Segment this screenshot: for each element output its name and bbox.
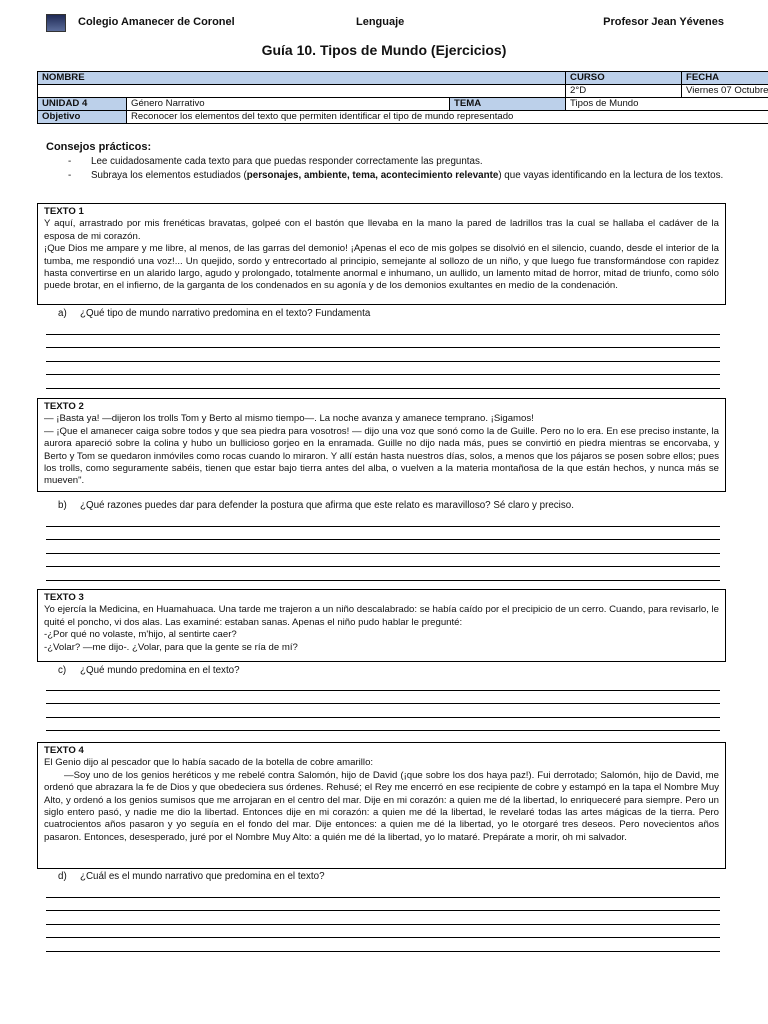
text-box-3 [37,589,726,662]
text-paragraph: El Genio dijo al pescador que lo había sacado de la botella de cobre amarillo: [44,757,374,769]
school-name: Colegio Amanecer de Coronel [78,16,235,28]
text-box-2 [37,398,726,492]
text-paragraph: ¡Que Dios me ampare y me libre, al menos, de las garras del demonio! ¡Apenas el eco de mis golpes se disolvió en el silencio, cuando, desde el interior de la tumba, me respondió una voz!... Un quejido, sordo y entrecortado al principio, semejante al sollozo de un niño, y que luego fue transformándose con rapidez hasta convertirse en un alarido largo, agudo y prolongado, totalmente anormal e inhumano, un aullido, un lamento mitad de horror, mitad de triunfo, como sólo puede brotar, en el infierno, de la garganta de los condenados en su agonía y de los demonios exultantes en medio de la condenación. [44,243,719,292]
question-c: c) ¿Qué mundo predomina en el texto? [58,665,240,676]
unidad-value: Género Narrativo [127,98,450,111]
consejo-text-bold: personajes, ambiente, tema, acontecimiento relevante [246,170,499,181]
answer-lines-b[interactable] [46,513,720,581]
answer-lines-d[interactable] [46,884,720,952]
info-table-main [37,71,768,124]
question-a: a) ¿Qué tipo de mundo narrativo predomina en el texto? Fundamenta [58,308,371,319]
consejo-text-pre: Subraya los elementos estudiados ( [91,170,247,181]
tema-label: TEMA [450,98,566,111]
consejo-item: - Lee cuidadosamente cada texto para que puedas responder correctamente las preguntas. [68,156,483,167]
page-header [0,14,768,34]
consejo-item: - Subraya los elementos estudiados (personajes, ambiente, tema, acontecimiento relevante) que vayas identificando en la lectura de los textos. [68,170,724,181]
answer-lines-a[interactable] [46,321,720,389]
text-paragraph: Yo ejercía la Medicina, en Huamahuaca. Una tarde me trajeron a un niño descalabrado: se había caído por el precipicio de un cerro. Cuando, para revisarlo, le quité el poncho, vi dos alas. Las examiné: estaban sanas. Apenas el niño pudo hablar le pregunté: [44,604,719,628]
text-paragraph: — ¡Basta ya! —dijeron los trolls Tom y Berto al mismo tiempo—. La noche avanza y amanece temprano. ¡Sigamos! [44,413,534,425]
consejos-title: Consejos prácticos: [46,141,152,153]
text-box-1 [37,203,726,305]
text-box-4 [37,742,726,869]
teacher-name: Profesor Jean Yévenes [603,16,724,28]
question-d: d) ¿Cuál es el mundo narrativo que predomina en el texto? [58,871,325,882]
text-paragraph: Y aquí, arrastrado por mis frenéticas bravatas, golpeé con el bastón que llevaba en la mano la pared de ladrillos tras la cual se hallaba el cadáver de la esposa de mi corazón. [44,218,719,242]
question-text: ¿Qué mundo predomina en el texto? [80,665,240,676]
nombre-label-cell: NOMBRE [38,72,566,85]
curso-label-cell: CURSO [566,72,682,85]
fecha-label-cell: FECHA [682,72,768,85]
text-paragraph: -¿Volar? —me dijo-. ¿Volar, para que la gente se ría de mí? [44,641,298,653]
text-title: TEXTO 4 [44,745,84,756]
school-logo [46,14,66,32]
consejo-text: Lee cuidadosamente cada texto para que puedas responder correctamente las preguntas. [91,156,483,167]
consejo-text-post: ) que vayas identificando en la lectura de los textos. [498,170,724,181]
text-paragraph: — ¡Que el amanecer caiga sobre todos y que sea piedra para vosotros! — dijo una voz que sonó como la de Guille. Pero no lo era. En ese preciso instante, la aurora apareció sobre la colina y hubo un bullicioso gorjeo en la enramada. Guille no dijo nada más, pues se convirtió en piedra mientras se encorvaba, y Berto y Tom se quedaron inmóviles como rocas cuando lo miraron. Y allí están hasta nuestros días, solos, a menos que los pájaros se posen sobre ellos; pues los trolls, como seguramente sabéis, tienen que estar bajo tierra antes del alba, o vuelven a la materia montañosa de la que están hechos, y nunca más se mueven". [44,425,719,487]
tema-value: Tipos de Mundo [566,98,768,111]
question-text: ¿Qué tipo de mundo narrativo predomina en el texto? Fundamenta [80,308,371,319]
consejos-section [46,141,726,183]
unidad-label: UNIDAD 4 [38,98,127,111]
nombre-field[interactable] [38,85,566,98]
objetivo-label: Objetivo [38,111,127,124]
fecha-value: Viernes 07 Octubre [682,85,768,98]
question-text: ¿Qué razones puedes dar para defender la postura que afirma que este relato es maravilloso? Sé claro y preciso. [80,500,574,511]
answer-lines-c[interactable] [46,677,720,731]
page-title: Guía 10. Tipos de Mundo (Ejercicios) [261,42,507,58]
objetivo-value: Reconocer los elementos del texto que permiten identificar el tipo de mundo representado [127,111,768,124]
question-b: b) ¿Qué razones puedes dar para defender la postura que afirma que este relato es maravilloso? Sé claro y preciso. [58,500,574,511]
text-paragraph: -¿Por qué no volaste, m'hijo, al sentirte caer? [44,629,237,641]
question-text: ¿Cuál es el mundo narrativo que predomina en el texto? [80,871,325,882]
text-title: TEXTO 1 [44,206,84,217]
curso-value: 2°D [566,85,682,98]
text-paragraph: —Soy uno de los genios heréticos y me rebelé contra Salomón, hijo de David (¡que sobre los dos haya paz!). Fui derrotado; Salomón, hijo de David, me ordenó que abrazara la fe de Dios y que obedeciera sus órdenes. Rehusé; el Rey me encerró en ese recipiente de cobre y estampó en la tapa el Nombre Muy Alto, y ordenó a los genios sumisos que me arrojaran en el centro del mar. Dije en mi corazón: a quien me dé la libertad, lo enriqueceré para siempre. Pero un siglo entero pasó, y nadie me dio la libertad. Entonces dije en mi corazón: a quien me dé la libertad, le revelaré todas las artes mágicas de la tierra. Pero cuatrocientos años pasaron y yo seguía en el fondo del mar. Dije entonces: a quien me dé la libertad, yo le otorgaré tres deseos. Pero novecientos años pasaron. Entonces, desesperado, juré por el Nombre Muy Alto: a quién me dé la libertad, yo lo mataré. Prepárate a morir, oh mi salvador. [44,769,719,843]
subject-name: Lenguaje [356,16,405,28]
text-title: TEXTO 2 [44,401,84,412]
text-title: TEXTO 3 [44,592,84,603]
